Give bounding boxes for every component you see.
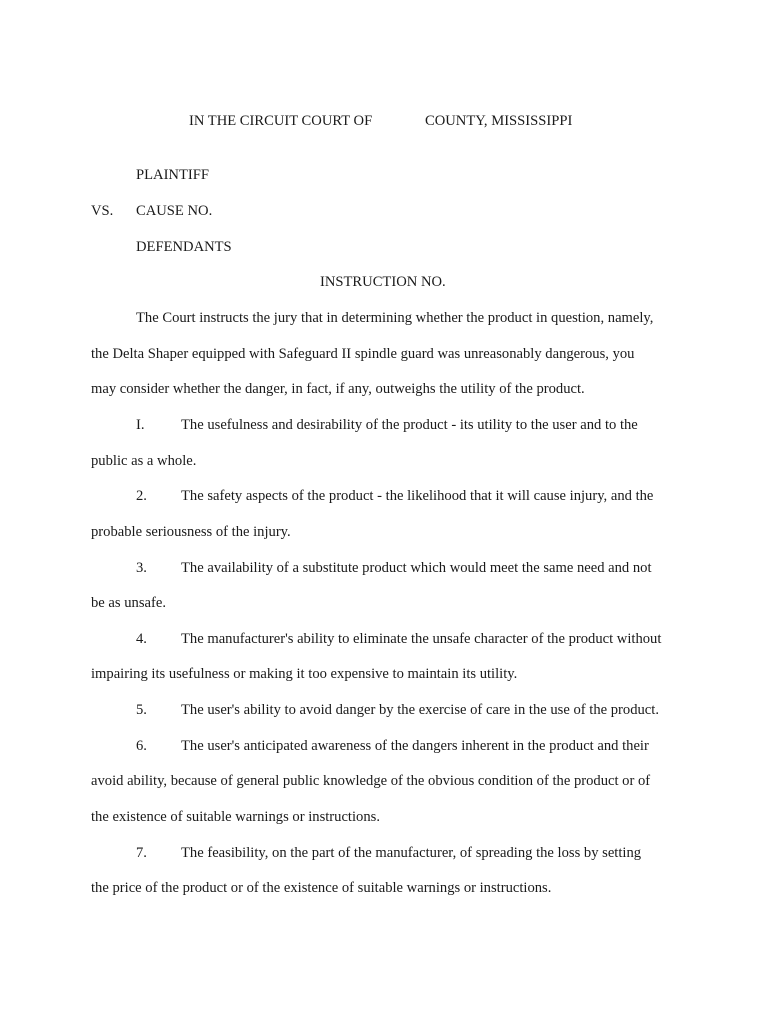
plaintiff-label: PLAINTIFF (136, 167, 209, 183)
item-text: The user's ability to avoid danger by the exercise of care in the use of the product. (181, 702, 659, 718)
item-number: I. (136, 417, 145, 433)
item-number: 6. (136, 738, 147, 754)
item-text: The user's anticipated awareness of the dangers inherent in the product and their (181, 738, 649, 754)
item-number: 4. (136, 631, 147, 647)
item-text: The safety aspects of the product - the likelihood that it will cause injury, and the (181, 488, 654, 504)
intro-line-1: The Court instructs the jury that in determining whether the product in question, namely, (136, 310, 654, 326)
item-continuation: probable seriousness of the injury. (91, 524, 291, 540)
intro-line-2: the Delta Shaper equipped with Safeguard II spindle guard was unreasonably dangerous, you (91, 346, 635, 362)
item-text: The availability of a substitute product which would meet the same need and not (181, 560, 652, 576)
item-continuation: impairing its usefulness or making it too expensive to maintain its utility. (91, 666, 518, 682)
item-number: 5. (136, 702, 147, 718)
instruction-title: INSTRUCTION NO. (320, 274, 446, 290)
cause-number-label: CAUSE NO. (136, 203, 213, 219)
intro-line-3: may consider whether the danger, in fact, if any, outweighs the utility of the product. (91, 381, 585, 397)
item-text: The usefulness and desirability of the product - its utility to the user and to the (181, 417, 638, 433)
versus-label: VS. (91, 203, 114, 219)
item-continuation: the price of the product or of the existence of suitable warnings or instructions. (91, 880, 552, 896)
item-continuation: the existence of suitable warnings or instructions. (91, 809, 380, 825)
item-number: 7. (136, 845, 147, 861)
item-number: 2. (136, 488, 147, 504)
court-county: COUNTY, MISSISSIPPI (425, 113, 573, 129)
item-continuation: public as a whole. (91, 453, 197, 469)
item-text: The manufacturer's ability to eliminate the unsafe character of the product without (181, 631, 662, 647)
item-continuation: be as unsafe. (91, 595, 166, 611)
court-name-left: IN THE CIRCUIT COURT OF (189, 113, 373, 129)
item-text: The feasibility, on the part of the manufacturer, of spreading the loss by setting (181, 845, 642, 861)
item-continuation: avoid ability, because of general public knowledge of the obvious condition of the product or of (91, 773, 651, 789)
item-number: 3. (136, 560, 147, 576)
defendants-label: DEFENDANTS (136, 239, 232, 255)
